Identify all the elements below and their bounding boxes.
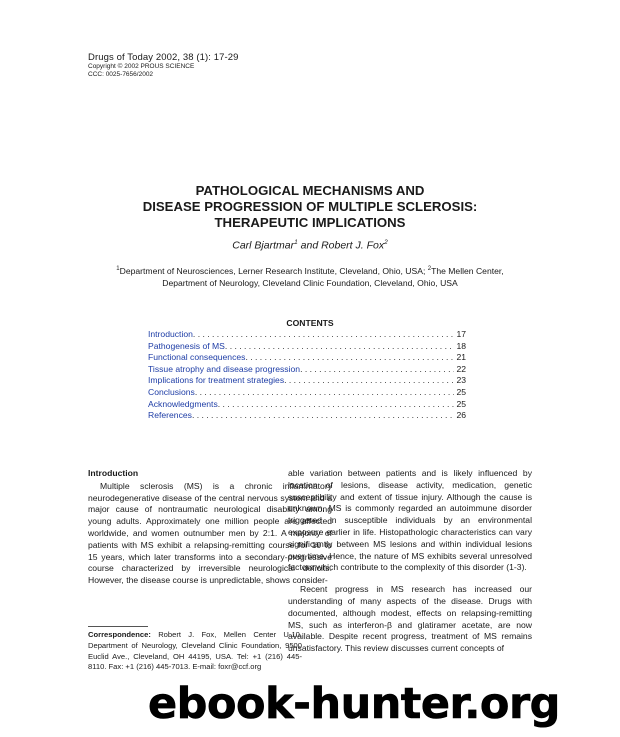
affil-text-1b: The Mellen Center, (431, 265, 504, 276)
toc-leader (284, 375, 454, 387)
author-1: Carl Bjartmar (232, 239, 295, 252)
toc-page: 21 (456, 352, 466, 363)
toc-link[interactable]: Implications for treatment strategies (148, 375, 285, 386)
toc-item-functional[interactable] (148, 352, 466, 364)
toc-page: 17 (456, 329, 466, 339)
toc-item-atrophy[interactable] (148, 364, 466, 376)
body-column-right (288, 468, 532, 655)
toc-link[interactable]: Tissue atrophy and disease progression (148, 363, 301, 374)
title-line-1: PATHOLOGICAL MECHANISMS AND (195, 183, 425, 198)
toc-page: 18 (456, 340, 466, 351)
toc-page: 23 (456, 375, 466, 386)
toc-leader (245, 352, 454, 364)
affil-sup-2: 2 (427, 266, 432, 272)
body-paragraph: able variation between patients and is likely influenced by location of lesions, disease activity, medication, genetic susceptibility and extent of tissue injury. Although the cause is unknown, MS is commonly regarded an autoimmune disorder triggered in susceptible individuals by an environmental exposure earlier in life. Histopathologic characteristics can vary significantly between MS lesions and within individual lesions over time. Hence, the nature of MS exhibits several unresolved factors which contribute to the complexity of this disorder (1-3). (288, 468, 532, 573)
author-and: and (297, 239, 322, 252)
author-1-sup: 1 (294, 239, 298, 246)
affiliations (60, 263, 560, 289)
footnote-rule (88, 626, 148, 627)
toc-link[interactable]: Introduction (148, 329, 193, 339)
toc-leader (300, 364, 454, 376)
table-of-contents (148, 329, 466, 422)
title-line-2: DISEASE PROGRESSION OF MULTIPLE SCLEROSIS: (142, 199, 478, 214)
body-paragraph: Multiple sclerosis (MS) is a chronic inflammatory neurodegenerative disease of the central nervous system and a major cause of nontraumatic neurological disability among young adults. Approximately one million people are affected worldwide, and women outnumber men by 2:1. A majority of patients with MS exhibit a relapsing-remitting course for 10 to 15 years, which later transforms into a secondary-progressive course characterized by irreversible neurological deficits. However, the disease course is unpredictable, shows consider- (88, 480, 332, 586)
toc-link[interactable]: References (148, 410, 192, 421)
author-2: Robert J. Fox (321, 239, 385, 252)
toc-leader (193, 329, 455, 341)
journal-citation: Drugs of Today 2002, 38 (1): 17-29 (88, 52, 239, 63)
toc-link[interactable]: Acknowledgments (148, 398, 218, 409)
title-line-3: THERAPEUTIC IMPLICATIONS (214, 215, 406, 230)
toc-page: 25 (456, 386, 466, 397)
author-2-sup: 2 (384, 239, 388, 246)
copyright-line: Copyright © 2002 PROUS SCIENCE (88, 63, 195, 70)
ccc-line: CCC: 0025-7656/2002 (88, 71, 154, 78)
toc-leader (192, 410, 454, 422)
correspondence-note (88, 630, 302, 673)
body-paragraph: Recent progress in MS research has increased our understanding of many aspects of the disease. Drugs with documented, although modest, effects on relapsing-remitting MS, such as interferon-β and glatiramer acetate, are now available. Despite recent progress, treatment of MS remains unsatisfactory. This review discusses current concepts of (288, 584, 532, 654)
affil-line-1 (60, 263, 560, 277)
watermark-text: ebook-hunter.org (148, 679, 560, 729)
toc-item-introduction[interactable] (148, 329, 466, 341)
toc-item-references[interactable] (148, 410, 466, 422)
toc-page: 22 (456, 363, 466, 374)
affil-sup-1: 1 (116, 266, 120, 272)
toc-leader (225, 341, 455, 353)
affil-line-2: Department of Neurology, Cleveland Clinic Foundation, Cleveland, Ohio, USA (162, 277, 458, 288)
toc-page: 25 (456, 398, 466, 409)
section-heading-introduction: Introduction (88, 468, 139, 478)
correspondence-text: Robert J. Fox, Mellen Center U-10, Department of Neurology, Cleveland Clinic Foundation, 9500 Euclid Ave., Cleveland, OH 44195, USA. Tel: +1 (216) 445-8110. Fax: +1 (216) 445-7013. E-mail: foxr@ccf.org (88, 630, 302, 672)
author-line (0, 239, 620, 252)
affil-text-1: Department of Neurosciences, Lerner Research Institute, Cleveland, Ohio, USA; (119, 265, 428, 276)
article-title (0, 183, 620, 231)
toc-item-pathogenesis[interactable] (148, 341, 466, 353)
toc-leader (195, 387, 455, 399)
journal-header (88, 52, 239, 79)
toc-page: 26 (456, 410, 466, 421)
contents-heading: CONTENTS (286, 318, 334, 328)
correspondence-label: Correspondence: (88, 630, 151, 639)
toc-item-conclusions[interactable] (148, 387, 466, 399)
toc-link[interactable]: Conclusions (148, 386, 195, 397)
toc-item-implications[interactable] (148, 375, 466, 387)
toc-leader (218, 399, 455, 411)
toc-link[interactable]: Functional consequences (148, 352, 246, 363)
toc-item-acknowledgments[interactable] (148, 399, 466, 411)
toc-link[interactable]: Pathogenesis of MS (148, 340, 225, 351)
